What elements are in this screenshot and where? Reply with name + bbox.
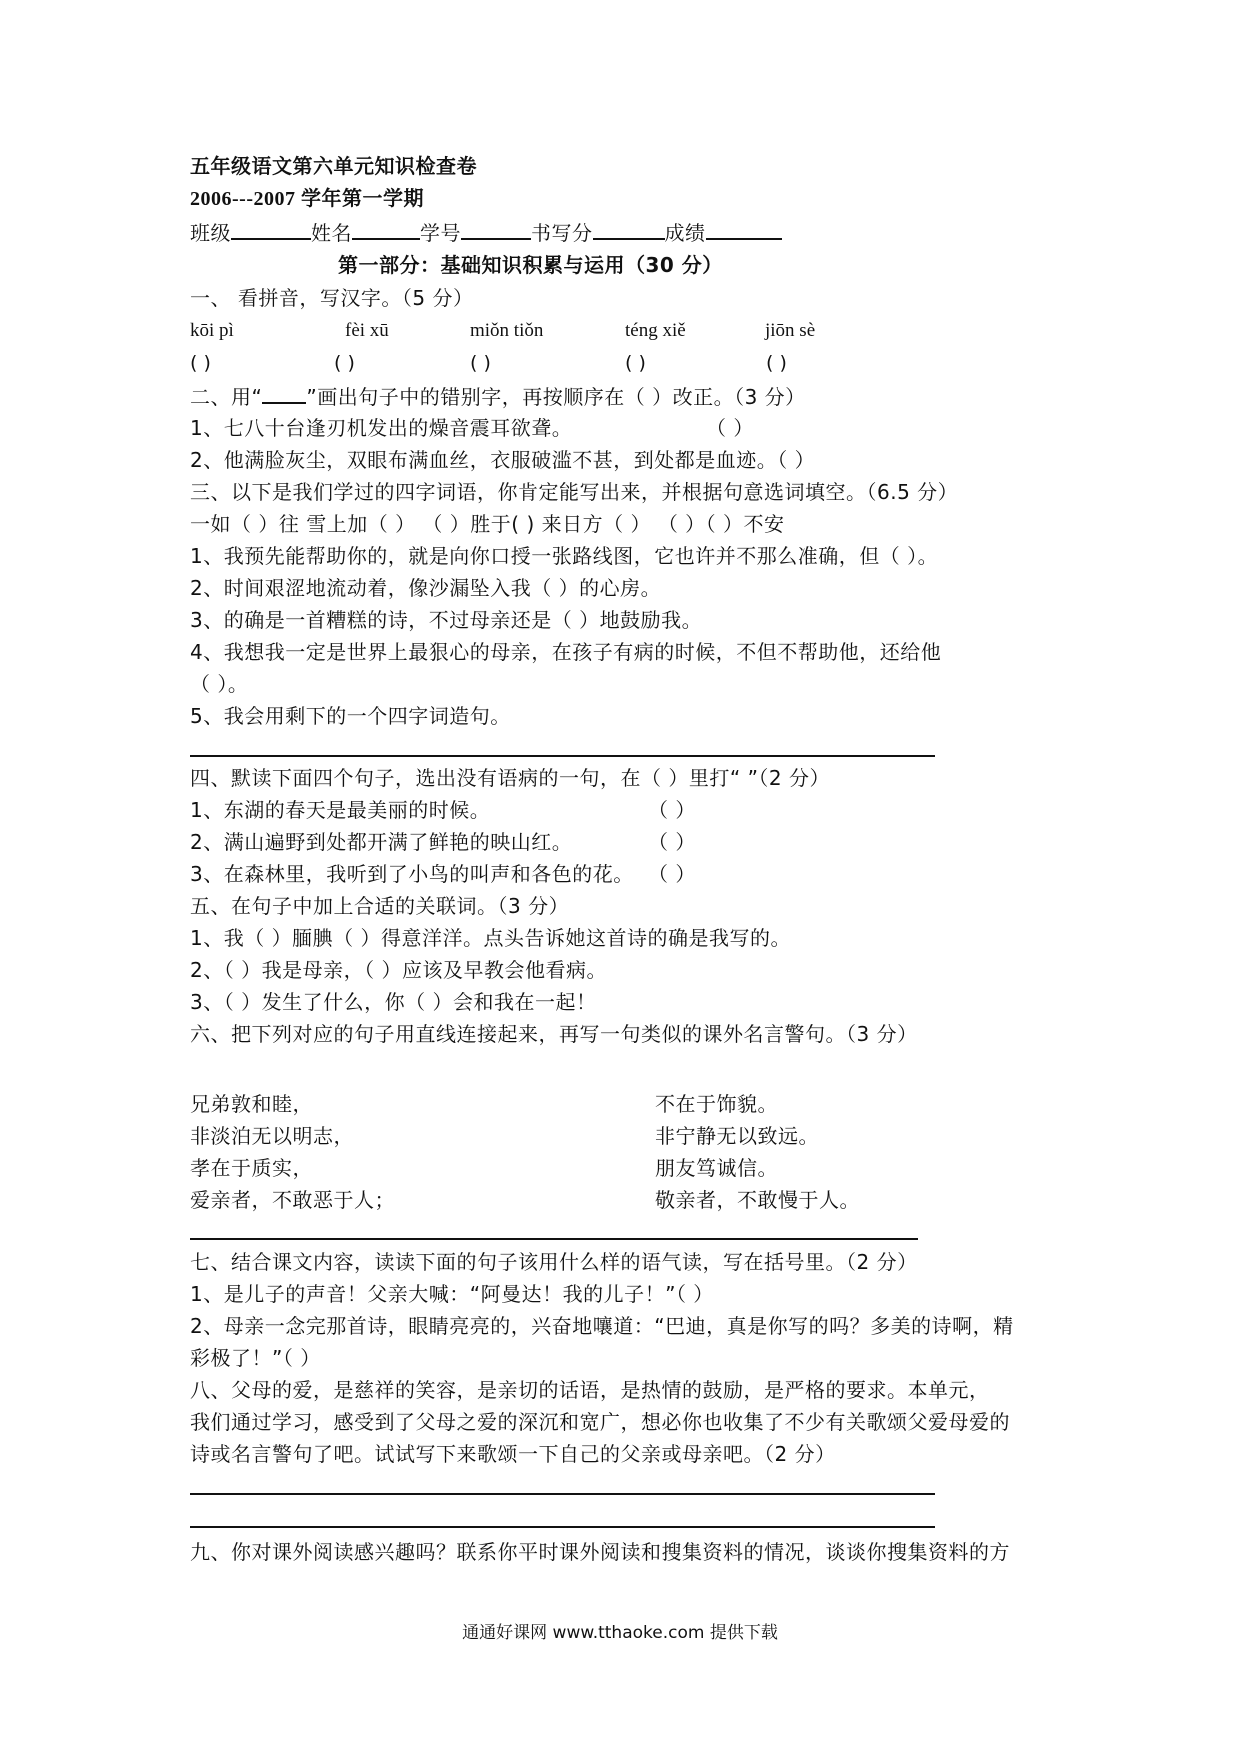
q9-title: 九、你对课外阅读感兴趣吗？联系你平时课外阅读和搜集资料的情况，谈谈你搜集资料的方 xyxy=(190,1540,1010,1564)
answer-bracket-2[interactable]: ( ) xyxy=(334,352,355,374)
q3-item-4-continued: （ ）。 xyxy=(190,672,249,696)
match-left-2[interactable]: 非淡泊无以明志， xyxy=(190,1124,354,1148)
q8-line-3: 诗或名言警句了吧。试试写下来歌颂一下自己的父亲或母亲吧。（2 分） xyxy=(190,1442,836,1466)
pinyin-4: téng xiě xyxy=(625,320,686,341)
student-id-blank[interactable] xyxy=(461,218,531,240)
q8-line-1: 八、父母的爱，是慈祥的笑容，是亲切的话语，是热情的鼓励，是严格的要求。本单元， xyxy=(190,1378,990,1402)
q4-item-3-bracket[interactable]: （ ） xyxy=(648,862,696,886)
q3-word-bank: 一如（ ）往 雪上加（ ） （ ）胜于( ) 来日方（ ） （ ）（ ）不安 xyxy=(190,512,785,536)
pinyin-3: miǒn tiǒn xyxy=(470,320,544,341)
answer-bracket-1[interactable]: ( ) xyxy=(190,352,211,374)
match-right-3[interactable]: 朋友笃诚信。 xyxy=(655,1156,778,1180)
student-info-line xyxy=(190,218,782,247)
q3-title: 三、以下是我们学过的四字词语，你肯定能写出来，并根据句意选词填空。（6.5 分） xyxy=(190,480,959,504)
q4-item-2-bracket[interactable]: （ ） xyxy=(648,830,696,854)
term-line: 2006---2007 学年第一学期 xyxy=(190,188,424,210)
q4-item-2: 2、满山遍野到处都开满了鲜艳的映山红。 xyxy=(190,830,573,854)
q2-title xyxy=(190,382,806,411)
q3-item-5: 5、我会用剩下的一个四字词造句。 xyxy=(190,704,511,728)
q3-item-2: 2、时间艰涩地流动着，像沙漏坠入我（ ）的心房。 xyxy=(190,576,662,600)
match-left-1[interactable]: 兄弟敦和睦， xyxy=(190,1092,313,1116)
q5-title: 五、在句子中加上合适的关联词。（3 分） xyxy=(190,894,570,918)
match-right-4[interactable]: 敬亲者，不敢慢于人。 xyxy=(655,1188,860,1212)
pinyin-5: jiōn sè xyxy=(765,320,816,341)
q4-item-3: 3、在森林里，我听到了小鸟的叫声和各色的花。 xyxy=(190,862,634,886)
q7-title: 七、结合课文内容，读读下面的句子该用什么样的语气读，写在括号里。（2 分） xyxy=(190,1250,918,1274)
answer-line-q3[interactable] xyxy=(190,755,935,757)
pinyin-1: kōi pì xyxy=(190,320,234,341)
q4-item-1-bracket[interactable]: （ ） xyxy=(648,798,696,822)
class-blank[interactable] xyxy=(231,218,311,240)
q1-title: 一、 看拼音，写汉字。（5 分） xyxy=(190,286,474,310)
student-id-label: 学号 xyxy=(420,221,461,245)
answer-bracket-3[interactable]: ( ) xyxy=(470,352,491,374)
match-right-2[interactable]: 非宁静无以致远。 xyxy=(655,1124,819,1148)
answer-line-q8-1[interactable] xyxy=(190,1493,935,1495)
q5-item-2: 2、（ ）我是母亲，（ ）应该及早教会他看病。 xyxy=(190,958,607,982)
q2-title-end: ”画出句子中的错别字，再按顺序在（ ）改正。（3 分） xyxy=(306,385,806,409)
total-score-blank[interactable] xyxy=(706,218,782,240)
answer-bracket-5[interactable]: ( ) xyxy=(766,352,787,374)
pinyin-2: fèi xū xyxy=(345,320,389,341)
q5-item-1: 1、我（ ）腼腆（ ）得意洋洋。点头告诉她这首诗的确是我写的。 xyxy=(190,926,791,950)
name-label: 姓名 xyxy=(311,221,352,245)
answer-line-q8-2[interactable] xyxy=(190,1526,935,1528)
total-score-label: 成绩 xyxy=(664,221,706,245)
footer-credit: 通通好课网 www.tthaoke.com 提供下载 xyxy=(462,1623,778,1643)
match-right-1[interactable]: 不在于饰貌。 xyxy=(655,1092,778,1116)
part-title: 第一部分：基础知识积累与运用（30 分） xyxy=(338,253,723,277)
q5-item-3: 3、（ ）发生了什么，你（ ）会和我在一起！ xyxy=(190,990,597,1014)
q3-item-1: 1、我预先能帮助你的，就是向你口授一张路线图，它也许并不那么准确，但（ ）。 xyxy=(190,544,939,568)
q7-item-2-continued: 彩极了！”（ ） xyxy=(190,1346,321,1370)
match-left-4[interactable]: 爱亲者，不敢恶于人； xyxy=(190,1188,395,1212)
q4-item-1: 1、东湖的春天是最美丽的时候。 xyxy=(190,798,491,822)
q7-item-1: 1、是儿子的声音！父亲大喊：“阿曼达！我的儿子！”（ ） xyxy=(190,1282,714,1306)
q6-title: 六、把下列对应的句子用直线连接起来，再写一句类似的课外名言警句。（3 分） xyxy=(190,1022,918,1046)
underline-sample xyxy=(262,382,306,404)
page-title: 五年级语文第六单元知识检查卷 xyxy=(190,154,477,178)
class-label: 班级 xyxy=(190,221,231,245)
handwriting-score-label: 书写分 xyxy=(531,221,593,245)
answer-bracket-4[interactable]: ( ) xyxy=(625,352,646,374)
q2-item-2: 2、他满脸灰尘，双眼布满血丝，衣服破滥不甚，到处都是血迹。（ ） xyxy=(190,448,816,472)
q3-item-4: 4、我想我一定是世界上最狠心的母亲，在孩子有病的时候，不但不帮助他，还给他 xyxy=(190,640,942,664)
match-left-3[interactable]: 孝在于质实， xyxy=(190,1156,313,1180)
q2-item-1: 1、七八十台逢刃机发出的燥音震耳欲聋。 xyxy=(190,416,573,440)
q2-title-start: 二、用“ xyxy=(190,385,263,409)
q3-item-3: 3、的确是一首糟糕的诗，不过母亲还是（ ）地鼓励我。 xyxy=(190,608,703,632)
q2-item-1-bracket[interactable]: （ ） xyxy=(706,416,754,440)
q4-title: 四、默读下面四个句子，选出没有语病的一句，在（ ）里打“ ”（2 分） xyxy=(190,766,831,790)
handwriting-score-blank[interactable] xyxy=(593,218,665,240)
q7-item-2: 2、母亲一念完那首诗，眼睛亮亮的，兴奋地嚷道：“巴迪，真是你写的吗？多美的诗啊，精 xyxy=(190,1314,1014,1338)
name-blank[interactable] xyxy=(352,218,420,240)
q8-line-2: 我们通过学习，感受到了父母之爱的深沉和宽广，想必你也收集了不少有关歌颂父爱母爱的 xyxy=(190,1410,1010,1434)
answer-line-q6[interactable] xyxy=(190,1238,918,1240)
